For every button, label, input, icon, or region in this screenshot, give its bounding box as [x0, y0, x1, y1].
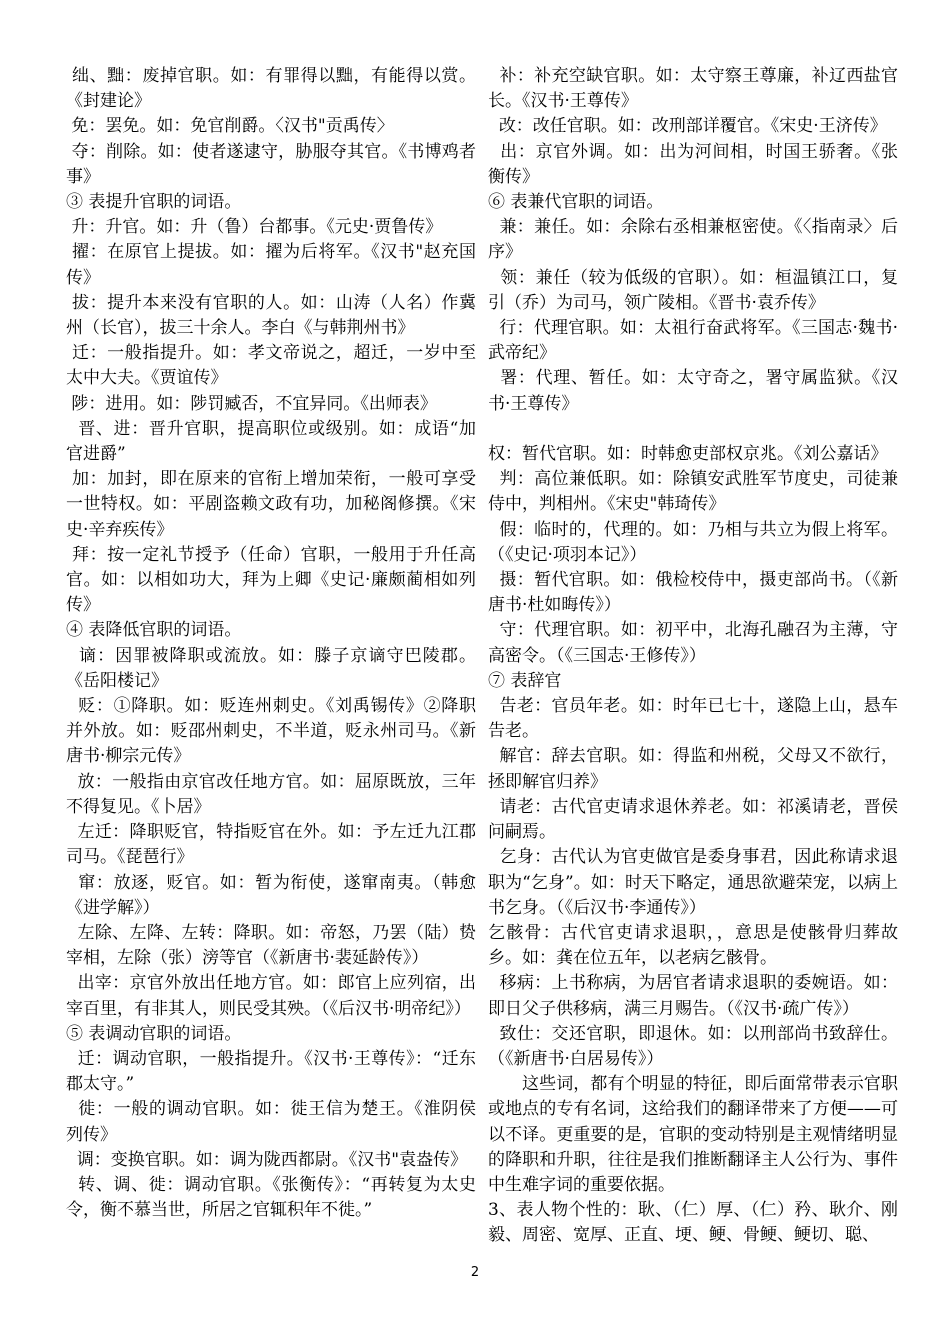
term-entry: 加：加封，即在原来的官衔上增加荣衔，一般可享受一世特权。如：平剧盗赖文政有功，加秘阁修撰。《宋史·辛弃疾传》 [66, 469, 477, 540]
term-entry: 署：代理、暂任。如：太守奇之，署守属监狱。《汉书·王尊传》 [488, 368, 898, 414]
term-entry: 免：罢免。如：免官削爵。〈汉书"贡禹传〉 [66, 116, 394, 137]
term-entry: 判：高位兼低职。如：除镇安武胜军节度史，司徒兼侍中，判相州。《宋史"韩琦传》 [488, 469, 899, 515]
term-entry: 守：代理官职。如：初平中，北海孔融召为主薄，守高密令。（《三国志·王修传》） [488, 620, 899, 666]
term-entry: 陟：进用。如：陟罚臧否，不宜异同。《出师表》 [66, 393, 437, 414]
term-entry: 迁：调动官职，一般指提升。《汉书·王尊传》：“迁东郡太守。” [66, 1048, 477, 1095]
section-heading: ⑤ 表调动官职的词语。 [66, 1023, 242, 1044]
term-entry: 假：临时的，代理的。如：乃相与共立为假上将军。（《史记·项羽本记》） [488, 519, 899, 565]
term-entry: 晋、进：晋升官职，提高职位或级别。如：成语“加官进爵” [66, 418, 476, 465]
term-entry: 谪：因罪被降职或流放。如：滕子京谪守巴陵郡。《岳阳楼记》 [66, 645, 476, 691]
term-entry: 移病：上书称病，为居官者请求退职的委婉语。如：即日父子供移病，满三月赐告。（《汉书·疏广传》） [488, 973, 899, 1019]
section-heading: ⑥ 表兼代官职的词语。 [488, 192, 664, 213]
term-entry: 行：代理官职。如：太祖行奋武将军。《三国志·魏书·武帝纪》 [488, 318, 898, 364]
section-heading: ⑦ 表辞官 [488, 670, 562, 691]
term-entry: 权：暂代官职。如：时韩愈吏部权京兆。《刘公嘉话》 [488, 418, 888, 465]
term-entry: 告老：官员年老。如：时年已七十，遂隐上山，悬车告老。 [488, 696, 899, 742]
term-entry: 迁：一般指提升。如：孝文帝说之，超迁，一岁中至太中大夫。《贾谊传》 [66, 343, 477, 389]
term-entry: 解官：辞去官职。如：得监和州税，父母又不欲行，拯即解官归养》 [488, 746, 899, 792]
term-entry: 领：兼任（较为低级的官职）。如：桓温镇江口，复引（乔）为司马，领广陵相。《晋书·袁乔传》 [488, 267, 898, 313]
term-entry: 擢：在原官上提拔。如：擢为后将军。《汉书"赵充国传》 [66, 242, 476, 288]
term-entry: 请老：古代官吏请求退休养老。如：祁溪请老，晋侯问嗣焉。 [488, 796, 899, 843]
right-column [488, 64, 898, 1249]
term-entry: 徙：一般的调动官职。如：徙王信为楚王。《淮阴侯列传》 [66, 1099, 476, 1145]
term-entry: 夺：削除。如：使者遂逮守，胁服夺其官。《书博鸡者事》 [66, 141, 477, 187]
term-entry: 拜：按一定礼节授予（任命）官职，一般用于升任高官。如：以相如功大，拜为上卿《史记·廉颇蔺相如列传》 [66, 544, 477, 616]
term-entry: 调：变换官职。如：调为陇西都尉。《汉书"袁盎传》 [66, 1149, 468, 1170]
term-entry: 转、调、徙：调动官职。《张衡传》：“再转复为太史令，衡不慕当世，所居之官辄积年不徙。” [66, 1174, 476, 1221]
term-entry: 乞骸骨：古代官吏请求退职，，意思是使骸骨归葬故乡。如：龚在位五年，以老病乞骸骨。 [488, 922, 898, 969]
term-entry: 升：升官。如：升（鲁）台都事。《元史·贾鲁传》 [66, 217, 443, 238]
section-heading: 3、表人物个性的：耿、（仁）厚、（仁）矜、耿介、刚毅、周密、宽厚、正直、埂、鲠、骨鲠、鲠切、聪、 [488, 1200, 898, 1246]
section-heading: ③ 表提升官职的词语。 [66, 192, 242, 213]
term-entry: 贬：①降职。如：贬连州刺史。《刘禹锡传》②降职并外放。如：贬邵州刺史，不半道，贬永州司马。《新唐书·柳宗元传》 [66, 696, 476, 767]
term-entry: 放：一般指由京官改任地方官。如：屈原既放，三年不得复见。《卜居》 [66, 771, 477, 817]
term-entry: 左除、左降、左转：降职。如：帝怒，乃罢（陆）贽宰相，左除（张）滂等官（《新唐书·裴延龄传》） [66, 922, 477, 969]
section-heading: ④ 表降低官职的词语。 [66, 620, 242, 641]
term-entry: 补：补充空缺官职。如：太守察王尊廉，补辽西盐官长。《汉书·王尊传》 [488, 66, 899, 112]
term-entry: 出：京官外调。如：出为河间相，时国王骄奢。《张衡传》 [488, 141, 898, 187]
page-number: 2 [470, 1265, 480, 1280]
term-entry: 绌、黜：废掉官职。如：有罪得以黜，有能得以赏。《封建论》 [66, 66, 477, 112]
left-column [66, 64, 476, 1223]
term-entry: 出宰：京官外放出任地方官。如：郎官上应列宿，出宰百里，有非其人，则民受其殃。（《后汉书·明帝纪》） [66, 973, 477, 1019]
term-entry: 拔：提升本来没有官职的人。如：山涛（人名）作冀州（长官），拔三十余人。李白《与韩荆州书》 [66, 292, 477, 339]
term-entry: 乞身：古代认为官吏做官是委身事君，因此称请求退职为“乞身”。如：时天下略定，通思欲避荣宠，以病上书乞身。（《后汉书·李通传》） [488, 847, 899, 918]
term-entry: 兼：兼任。如：余除右丞相兼枢密使。《〈指南录〉后序》 [488, 217, 899, 263]
term-entry: 致仕：交还官职，即退休。如：以刑部尚书致辞仕。（《新唐书·白居易传》） [488, 1023, 899, 1069]
body-paragraph: 这些词，都有个明显的特征，即后面常带表示官职或地点的专有名词，这给我们的翻译带来了方便——可以不译。更重要的是，官职的变动特别是主观情绪明显的降职和升职，往往是我们推断翻译主人公行为、事件中生难字词的重要依据。 [488, 1074, 898, 1195]
term-entry: 改：改任官职。如：改刑部详覆官。《宋史·王济传》 [488, 116, 887, 137]
term-entry: 左迁：降职贬官，特指贬官在外。如：予左迁九江郡司马。《琵琶行》 [66, 822, 477, 868]
term-entry: 摄：暂代官职。如：俄检校侍中，摄吏部尚书。（《新唐书·杜如晦传》） [488, 570, 899, 616]
term-entry: 窜：放逐，贬官。如：暂为衔使，遂窜南夷。（韩愈《进学解》） [66, 872, 476, 918]
